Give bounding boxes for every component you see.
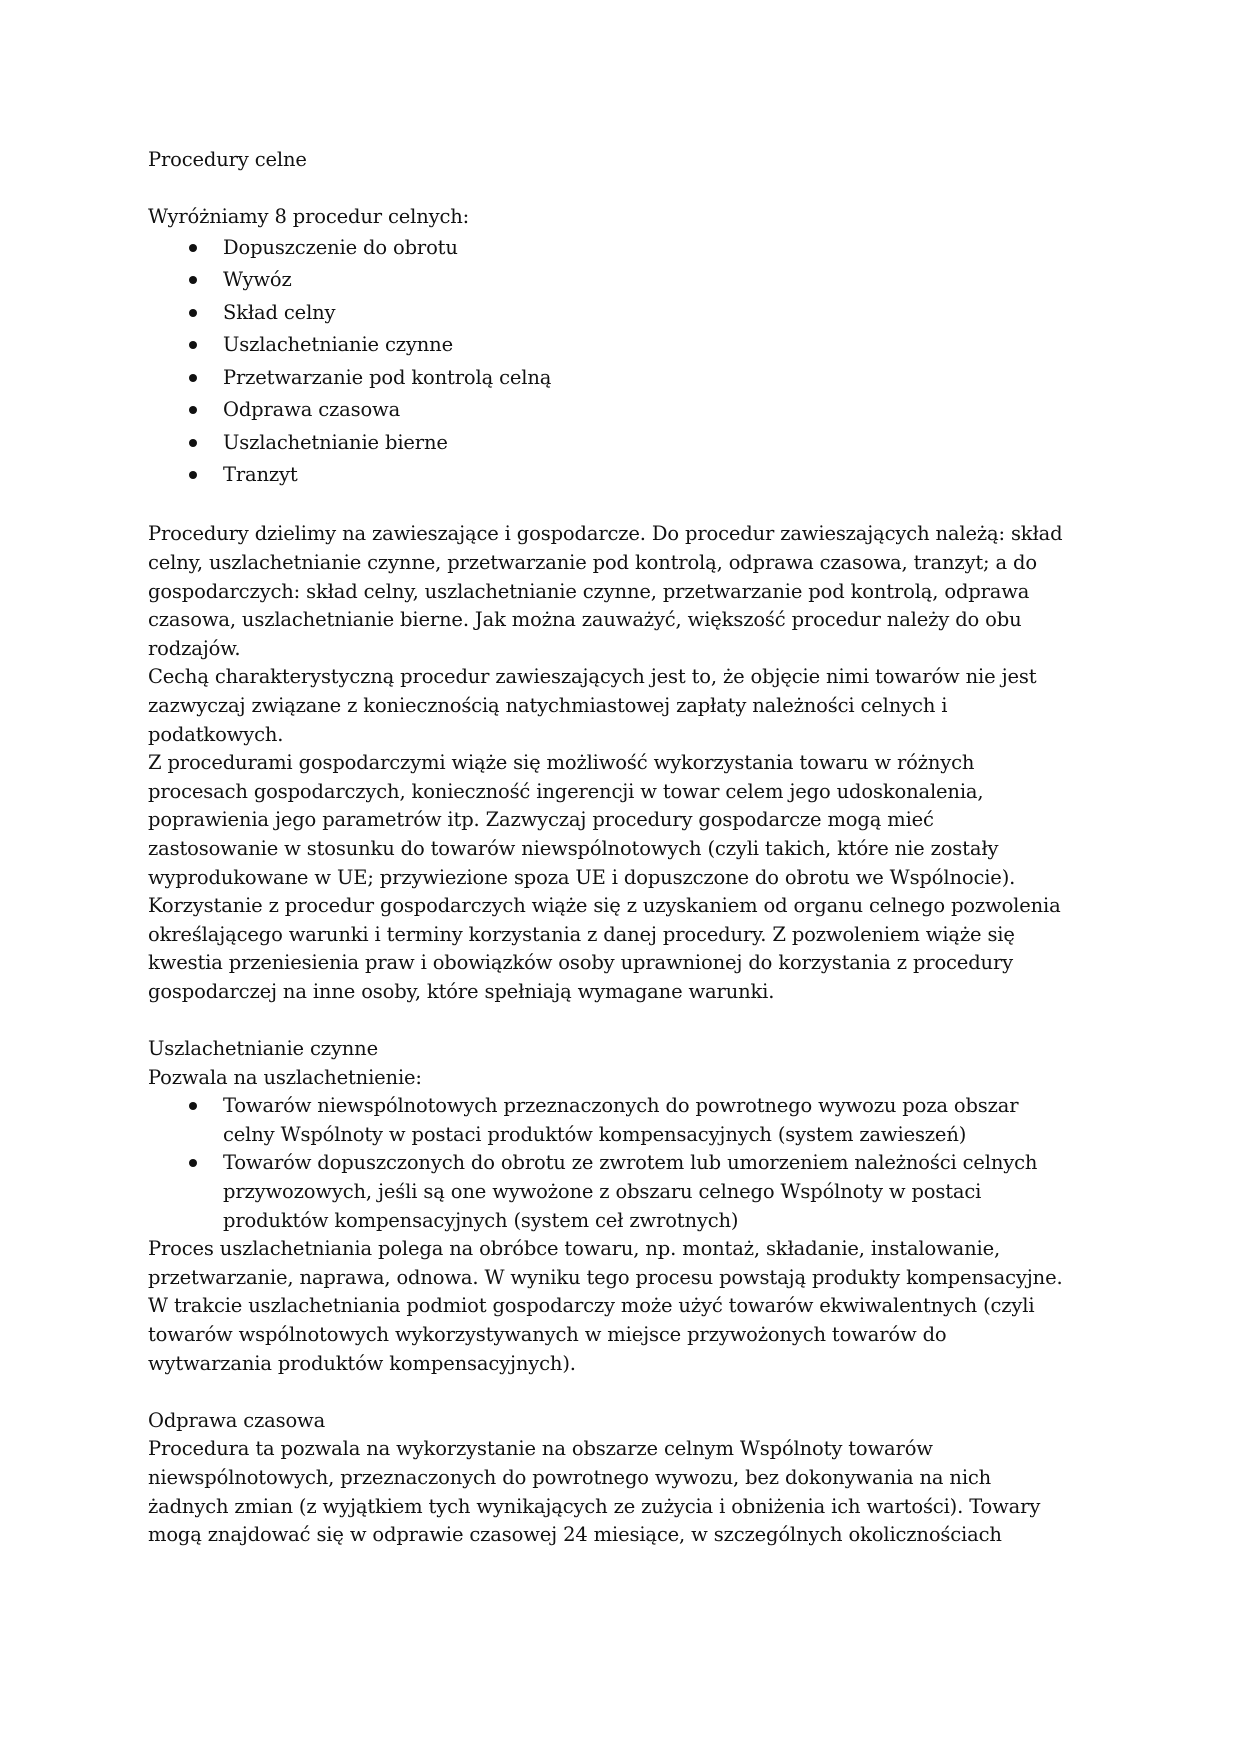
list-item: Uszlachetnianie czynne <box>148 329 1108 362</box>
list-item: Towarów niewspólnotowych przeznaczonych do powrotnego wywozu poza obszar celny Wspólnoty w postaci produktów kompensacyjnych (system zawieszeń) <box>148 1092 1108 1149</box>
active-processing-list <box>148 1092 1108 1235</box>
spacer <box>148 175 1108 204</box>
bullet-icon <box>189 471 197 479</box>
section-lead: Pozwala na uszlachetnienie: <box>148 1065 422 1089</box>
bullet-icon <box>189 341 197 349</box>
bullet-icon <box>189 276 197 284</box>
list-item: Wywóz <box>148 264 1108 297</box>
spacer <box>148 492 1108 521</box>
section-active-processing: Uszlachetnianie czynne Pozwala na uszlachetnienie: Towarów niewspólnotowych przeznaczonych do powrotnego wywozu poza obszar celny Wspólnoty w postaci produktów kompensacyjnych (system zawieszeń) Towarów dopuszczonych do obrotu ze zwrotem lub umorzeniem należności celnych przywozowych, jeśli są one wywożone z obszaru celnego Wspólnoty w postaci produktów kompensacyjnych (system ceł zwrotnych) Proces uszlachetniania polega na obróbce towaru, np. montaż, składanie, instalowanie, przetwarzanie, naprawa, odnowa. W wyniku tego procesu powstają produkty kompensacyjne. W trakcie uszlachetniania podmiot gospodarczy może użyć towarów ekwiwalentnych (czyli towarów wspólnotowych wykorzystywanych w miejsce przywożonych towarów do wytwarzania produktów kompensacyjnych). <box>148 1035 1108 1378</box>
document-body <box>148 146 1108 1550</box>
spacer <box>148 1378 1108 1407</box>
intro-text: Wyróżniamy 8 procedur celnych: <box>148 205 470 229</box>
list-item: Uszlachetnianie bierne <box>148 427 1108 460</box>
bullet-icon <box>189 374 197 382</box>
section-temporary-admission: Odprawa czasowa Procedura ta pozwala na wykorzystanie na obszarze celnym Wspólnoty towarów niewspólnotowych, przeznaczonych do powrotnego wywozu, bez dokonywania na nich żadnych zmian (z wyjątkiem tych wynikających ze zużycia i obniżenia ich wartości). Towary mogą znajdować się w odprawie czasowej 24 miesiące, w szczególnych okolicznościach <box>148 1407 1108 1550</box>
list-item: Dopuszczenie do obrotu <box>148 232 1108 265</box>
bullet-icon <box>189 439 197 447</box>
section-heading: Uszlachetnianie czynne <box>148 1037 378 1061</box>
list-item: Odprawa czasowa <box>148 394 1108 427</box>
list-item: Tranzyt <box>148 459 1108 492</box>
bullet-icon <box>189 309 197 317</box>
division-paragraph: Procedury dzielimy na zawieszające i gospodarcze. Do procedur zawieszających należą: skład celny, uszlachetnianie czynne, przetwarzanie pod kontrolą, odprawa czasowa, tranzyt; a do gospodarczych: skład celny, uszlachetnianie czynne, przetwarzanie pod kontrolą, odprawa czasowa, uszlachetnianie bierne. Jak można zauważyć, większość procedur należy do obu rodzajów. Cechą charakterystyczną procedur zawieszających jest to, że objęcie nimi towarów nie jest zazwyczaj związane z koniecznością natychmiastowej zapłaty należności celnych i podatkowych. Z procedurami gospodarczymi wiąże się możliwość wykorzystania towaru w różnych procesach gospodarczych, konieczność ingerencji w towar celem jego udoskonalenia, poprawienia jego parametrów itp. Zazwyczaj procedury gospodarcze mogą mieć zastosowanie w stosunku do towarów niewspólnotowych (czyli takich, które nie zostały wyprodukowane w UE; przywiezione spoza UE i dopuszczone do obrotu we Wspólnocie). Korzystanie z procedur gospodarczych wiąże się z uzyskaniem od organu celnego pozwolenia określającego warunki i terminy korzystania z danej procedury. Z pozwoleniem wiąże się kwestia przeniesienia praw i obowiązków osoby uprawnionej do korzystania z procedury gospodarczej na inne osoby, które spełniają wymagane warunki. <box>148 522 1063 1003</box>
list-item: Towarów dopuszczonych do obrotu ze zwrotem lub umorzeniem należności celnych przywozowych, jeśli są one wywożone z obszaru celnego Wspólnoty w postaci produktów kompensacyjnych (system ceł zwrotnych) <box>148 1149 1108 1235</box>
spacer <box>148 1006 1108 1035</box>
bullet-icon <box>189 1102 197 1110</box>
list-item: Skład celny <box>148 297 1108 330</box>
bullet-icon <box>189 406 197 414</box>
bullet-icon <box>189 244 197 252</box>
bullet-icon <box>189 1159 197 1167</box>
section-heading: Odprawa czasowa <box>148 1408 326 1432</box>
document-title: Procedury celne <box>148 148 307 171</box>
list-item: Przetwarzanie pod kontrolą celną <box>148 362 1108 395</box>
procedures-list <box>148 232 1108 492</box>
